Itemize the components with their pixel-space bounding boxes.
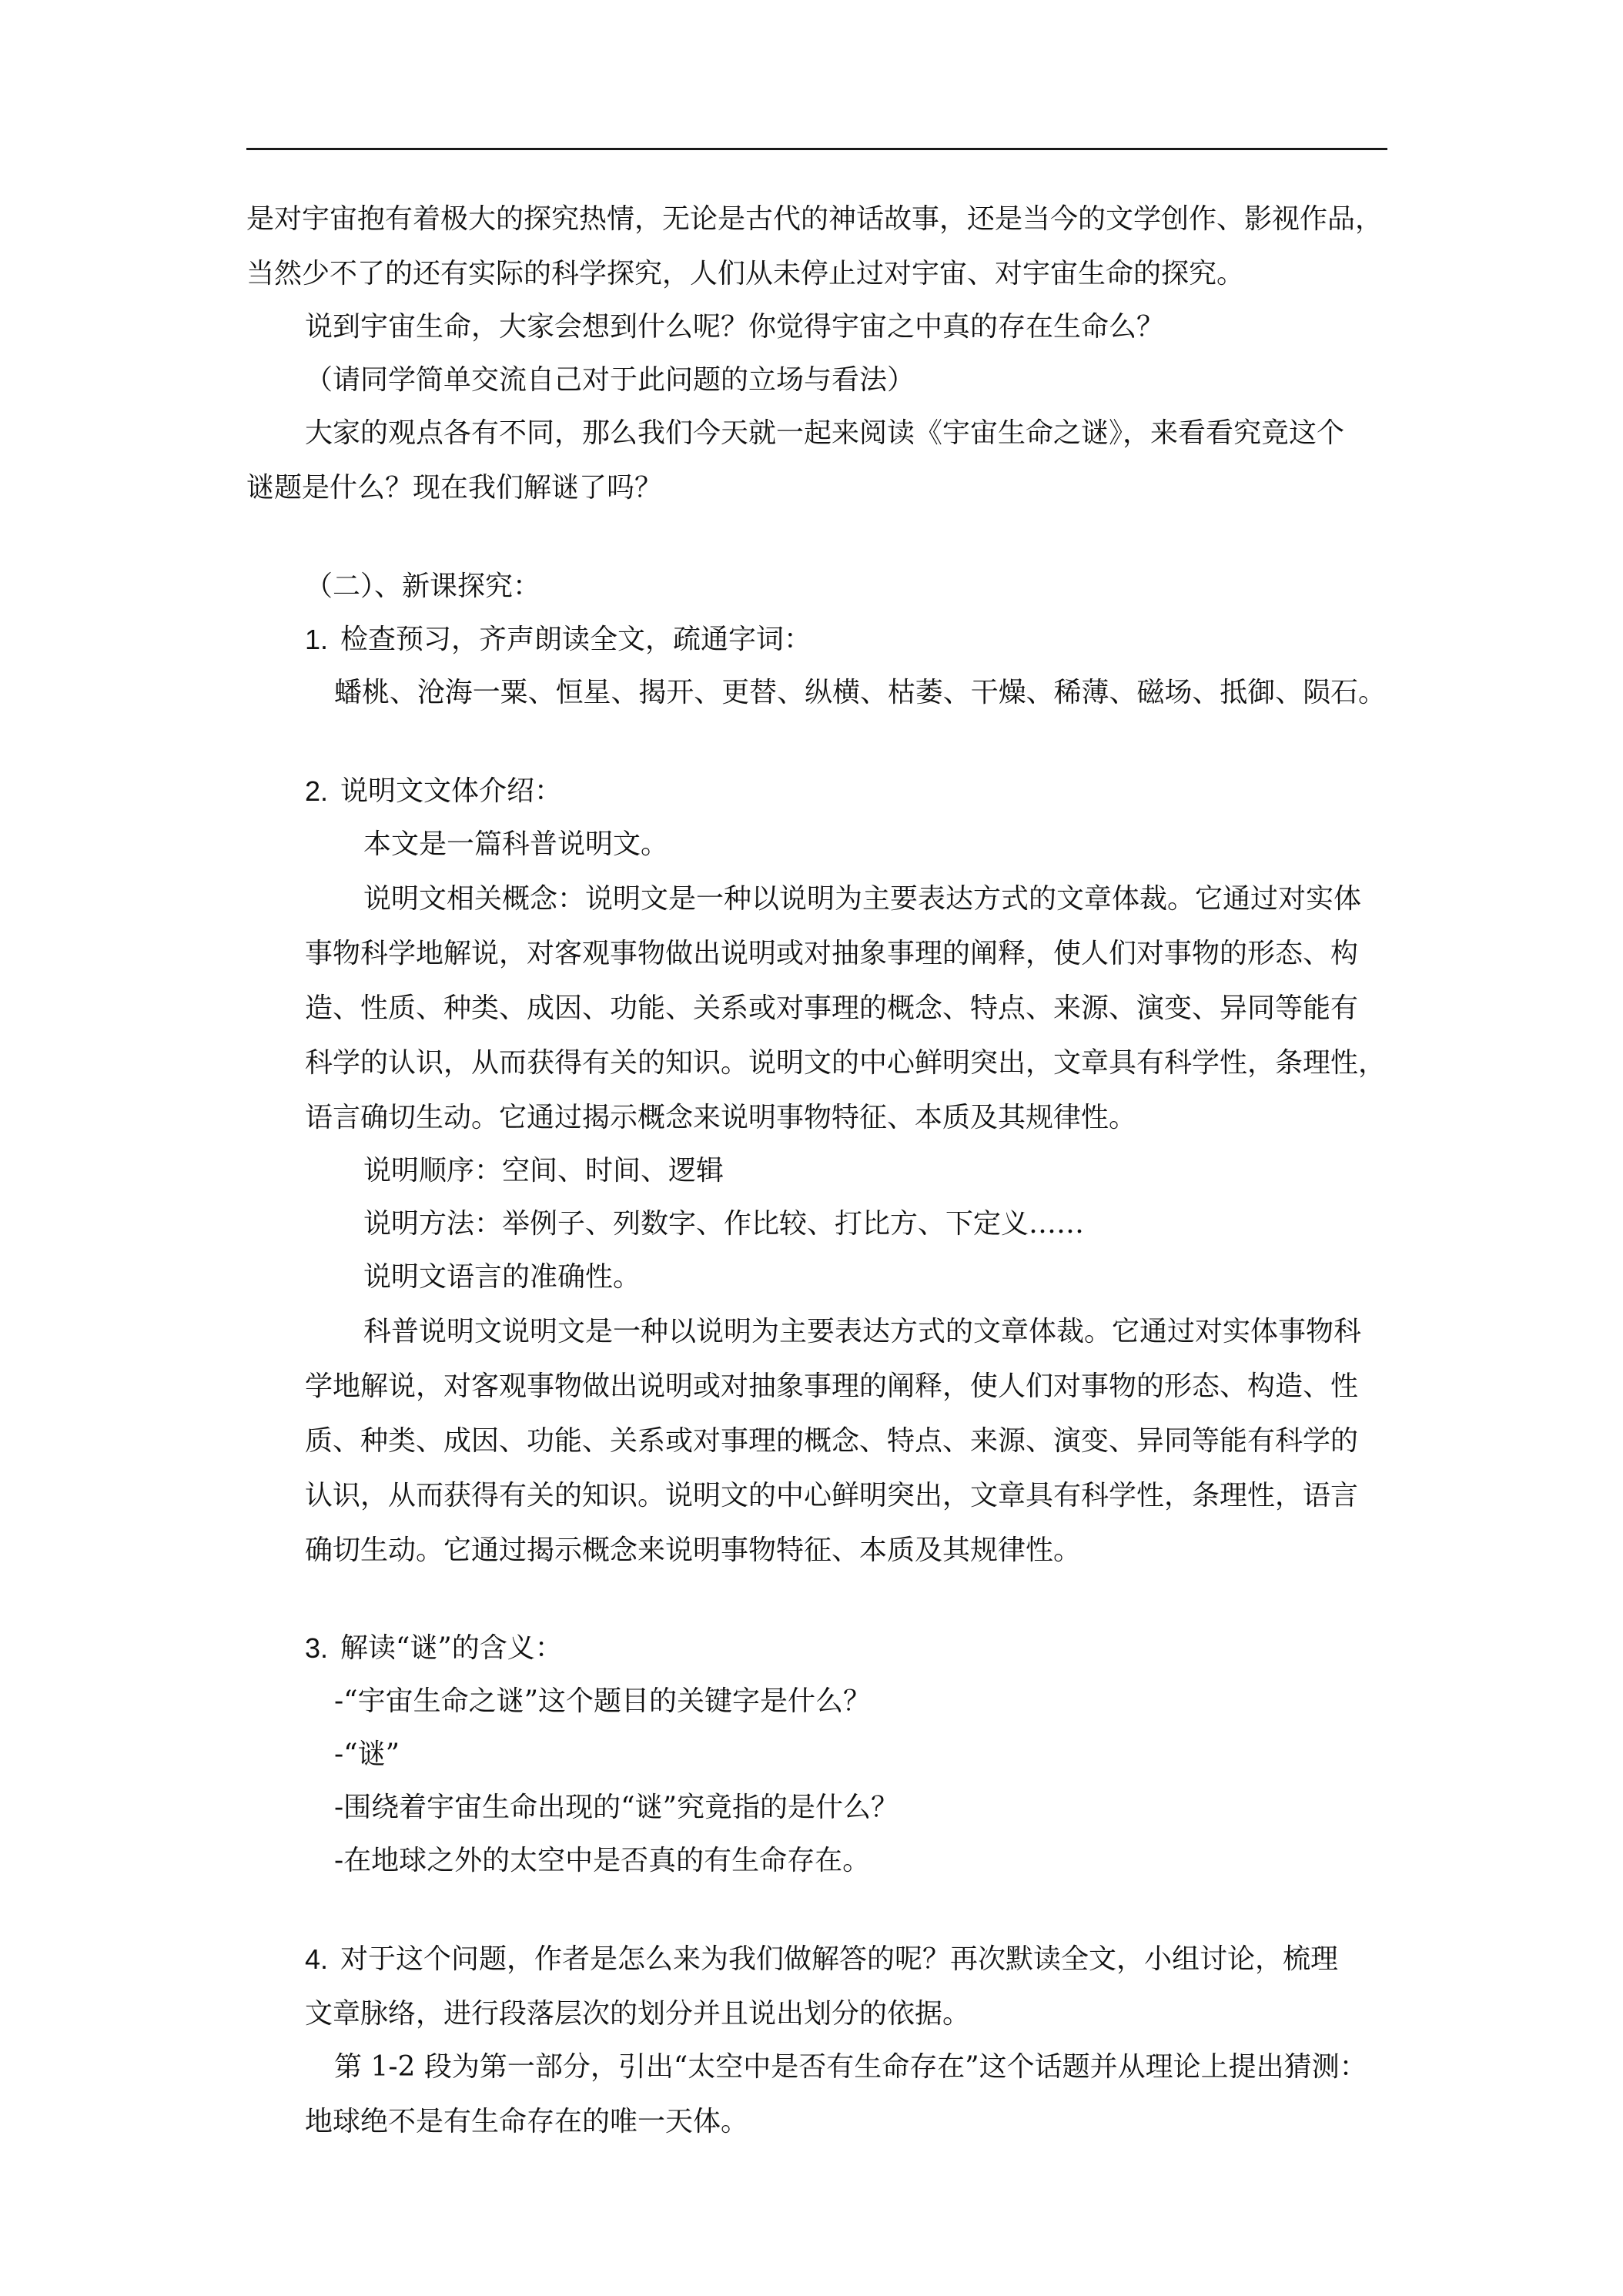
item-3-title: 解读“谜”的含义： [340,1632,563,1664]
intro-line-5: 大家的观点各有不同，那么我们今天就一起来阅读《宇宙生命之谜》，来看看究竟这个 [305,417,1345,449]
item-2-methods: 说明方法：举例子、列数字、作比较、打比方、下定义…… [363,1208,1085,1240]
item-2-order: 说明顺序：空间、时间、逻辑 [363,1155,724,1186]
item-1-title: 检查预习，齐声朗读全文，疏通字词： [340,624,812,655]
item-2-p2-line-3: 造、性质、种类、成因、功能、关系或对事理的概念、特点、来源、演变、异同等能有 [305,992,1359,1024]
item-2-p3-line-3: 质、种类、成因、功能、关系或对事理的概念、特点、来源、演变、异同等能有科学的 [305,1425,1359,1457]
item-3-question-1: -“宇宙生命之谜”这个题目的关键字是什么？ [334,1685,871,1717]
intro-line-4: （请同学简单交流自己对于此问题的立场与看法） [305,364,915,396]
item-4-p1-line-2: 地球绝不是有生命存在的唯一天体。 [305,2106,749,2137]
item-4-line-2: 文章脉络，进行段落层次的划分并且说出划分的依据。 [305,1998,971,2030]
item-2-p3-line-1: 科普说明文说明文是一种以说明为主要表达方式的文章体裁。它通过对实体事物科 [363,1316,1362,1347]
intro-line-1: 是对宇宙抱有着极大的探究热情，无论是古代的神话故事，还是当今的文学创作、影视作品， [246,203,1384,235]
intro-line-6: 谜题是什么？现在我们解谜了吗？ [246,472,663,504]
item-2-p1: 本文是一篇科普说明文。 [363,828,669,860]
item-2-number: 2. [305,775,329,807]
item-2-p2-line-2: 事物科学地解说，对客观事物做出说明或对抽象事理的阐释，使人们对事物的形态、构 [305,938,1359,969]
item-3-question-2: -围绕着宇宙生命出现的“谜”究竟指的是什么？ [334,1792,899,1823]
item-3-number: 3. [305,1632,329,1664]
item-1-words: 蟠桃、沧海一粟、恒星、揭开、更替、纵横、枯萎、干燥、稀薄、磁场、抵御、陨石。 [334,677,1386,708]
item-3-answer-2: -在地球之外的太空中是否真的有生命存在。 [334,1845,871,1876]
item-2-p3-line-4: 认识，从而获得有关的知识。说明文的中心鲜明突出，文章具有科学性，条理性，语言 [305,1480,1359,1511]
item-1-number: 1. [305,624,329,655]
item-2-accuracy: 说明文语言的准确性。 [363,1261,641,1293]
item-3-answer-1: -“谜” [334,1739,400,1770]
item-2-p2-line-5: 语言确切生动。它通过揭示概念来说明事物特征、本质及其规律性。 [305,1102,1137,1133]
item-4-number: 4. [305,1943,329,1975]
item-2-title: 说明文文体介绍： [340,775,563,807]
header-rule [246,148,1387,150]
intro-line-2: 当然少不了的还有实际的科学探究，人们从未停止过对宇宙、对宇宙生命的探究。 [246,258,1245,290]
item-2-p2-line-4: 科学的认识，从而获得有关的知识。说明文的中心鲜明突出，文章具有科学性，条理性， [305,1047,1387,1079]
intro-line-3: 说到宇宙生命，大家会想到什么呢？你觉得宇宙之中真的存在生命么？ [305,311,1165,343]
item-2-p2-line-1: 说明文相关概念：说明文是一种以说明为主要表达方式的文章体裁。它通过对实体 [363,883,1362,915]
item-4-p1-line-1: 第 1-2 段为第一部分，引出“太空中是否有生命存在”这个话题并从理论上提出猜测： [334,2051,1367,2083]
item-2-p3-line-5: 确切生动。它通过揭示概念来说明事物特征、本质及其规律性。 [305,1535,1082,1566]
item-4-line-1: 对于这个问题，作者是怎么来为我们做解答的呢？再次默读全文，小组讨论，梳理 [340,1943,1339,1975]
item-2-p3-line-2: 学地解说，对客观事物做出说明或对抽象事理的阐释，使人们对事物的形态、构造、性 [305,1371,1359,1402]
section-heading: （二）、新课探究： [305,571,541,602]
